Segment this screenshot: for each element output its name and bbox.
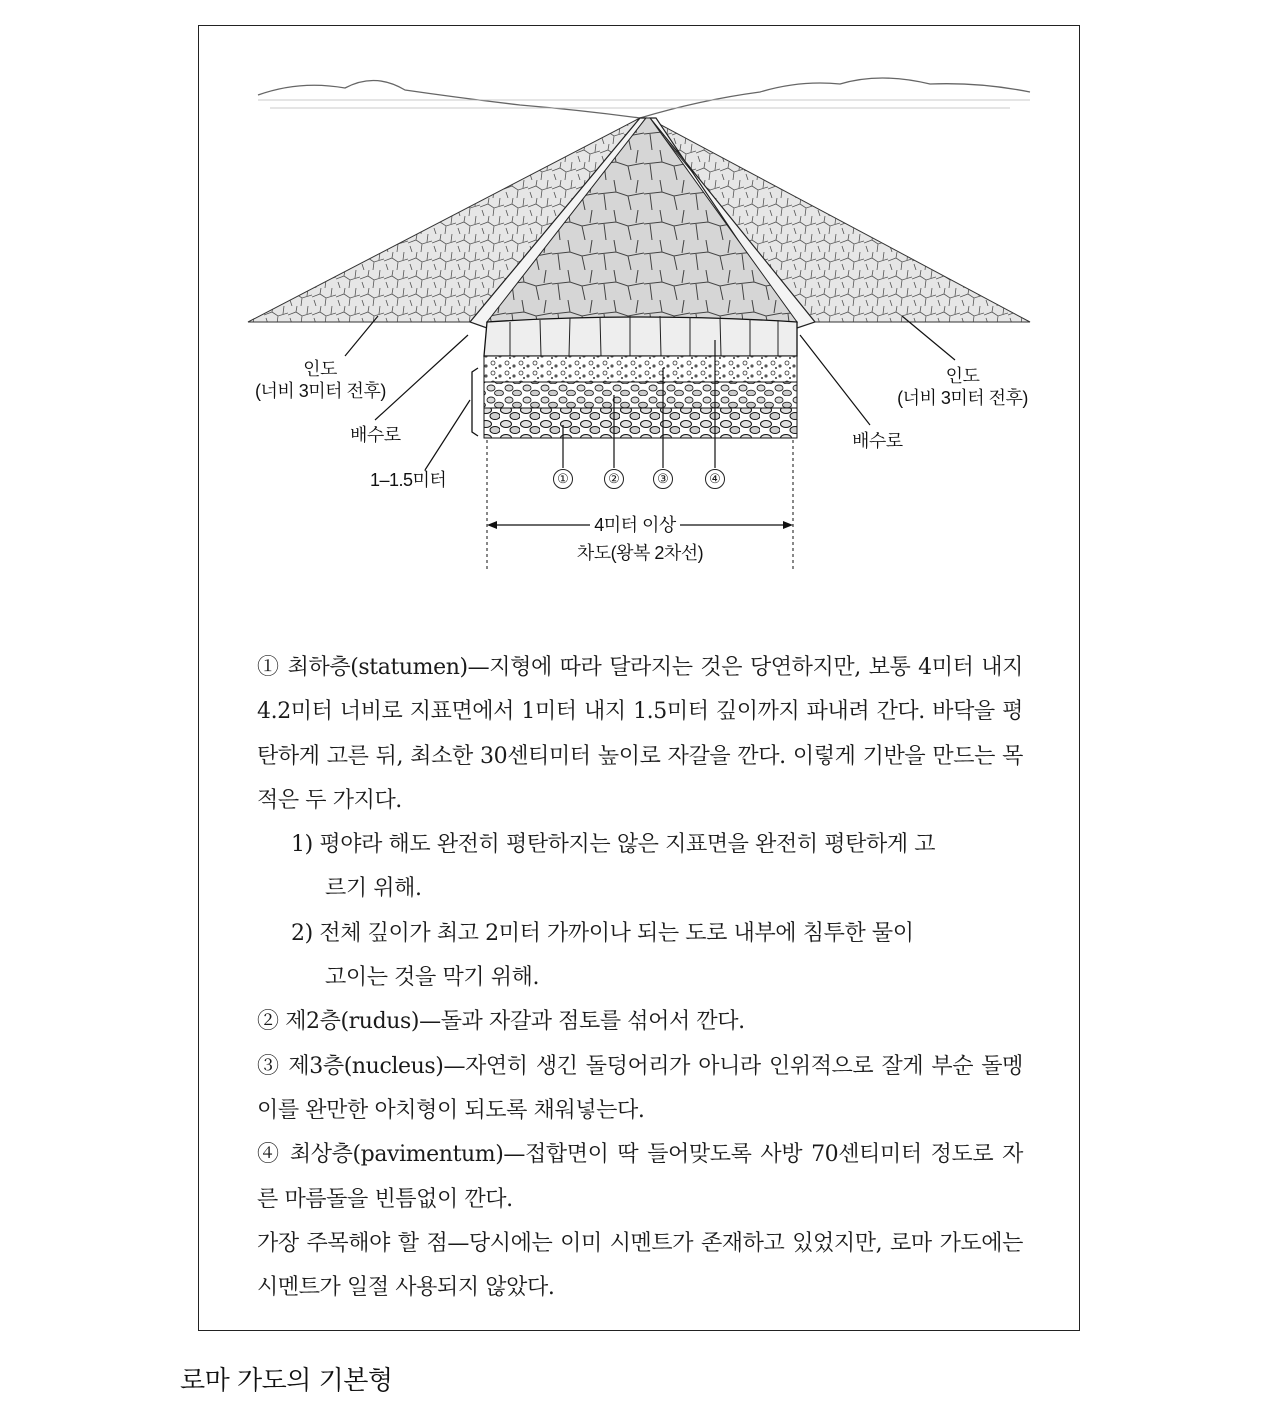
layer-number-2: ② <box>604 469 624 489</box>
paragraph-cement-note: 가장 주목해야 할 점—당시에는 이미 시멘트가 존재하고 있었지만, 로마 가도에는 시멘트가 일절 사용되지 않았다. <box>257 1230 1023 1301</box>
layer-1-statumen <box>484 408 797 438</box>
purpose-item-1-line1: 1) 평야라 해도 완전히 평탄하지는 않은 지표면을 완전히 평탄하게 고 <box>291 832 936 858</box>
purpose-item-2 <box>257 912 1023 1001</box>
paragraph-pavimentum: ④ 최상층(pavimentum)—접합면이 딱 들어맞도록 사방 70센티미터 정도로 자른 마름돌을 빈틈없이 깐다. <box>257 1142 1023 1212</box>
purpose-item-2-line2: 고이는 것을 막기 위해. <box>325 965 540 991</box>
left-drain-label: 배수로 <box>350 425 401 445</box>
left-sidewalk-name: 인도 <box>303 359 337 379</box>
roadway-width-label: 4미터 이상 <box>594 515 676 535</box>
cross-section <box>484 316 797 438</box>
layer-3-nucleus <box>484 356 797 382</box>
layer-2-rudus <box>484 382 797 408</box>
right-sidewalk-width: (너비 3미터 전후) <box>897 388 1028 408</box>
right-drain-label: 배수로 <box>852 431 903 451</box>
depth-bracket <box>472 368 478 436</box>
explanation-text <box>257 646 1023 1310</box>
paragraph-statumen: ① 최하층(statumen)—지형에 따라 달라지는 것은 당연하지만, 보통 4미터 내지 4.2미터 너비로 지표면에서 1미터 내지 1.5미터 깊이까지 파내려 간다. 바닥을 평탄하게 고른 뒤, 최소한 30센티미터 높이로 자갈을 깐다. 이렇게 기반을 만드는 목적은 두 가지다. <box>257 655 1023 813</box>
right-sidewalk-label <box>895 365 1030 409</box>
horizon-mountains <box>258 78 1030 118</box>
layer-number-4: ④ <box>705 469 725 489</box>
layer-number-1: ① <box>553 469 573 489</box>
right-sidewalk-name: 인도 <box>945 366 980 386</box>
figure-caption: 로마 가도의 기본형 <box>180 1366 393 1396</box>
purpose-item-1 <box>257 823 1023 912</box>
depth-label: 1–1.5미터 <box>370 470 447 490</box>
roadway-name-label: 차도(왕복 2차선) <box>576 543 704 563</box>
roman-road-illustration <box>0 0 1280 600</box>
paragraph-rudus: ② 제2층(rudus)—돌과 자갈과 점토를 섞어서 깐다. <box>257 1009 745 1035</box>
left-sidewalk-label <box>255 358 385 402</box>
left-sidewalk-width: (너비 3미터 전후) <box>255 381 386 401</box>
layer-number-3: ③ <box>653 469 673 489</box>
paragraph-nucleus: ③ 제3층(nucleus)—자연히 생긴 돌덩어리가 아니라 인위적으로 잘게 부순 돌멩이를 완만한 아치형이 되도록 채워넣는다. <box>257 1053 1023 1123</box>
purpose-item-1-line2: 르기 위해. <box>325 876 422 902</box>
purpose-item-2-line1: 2) 전체 깊이가 최고 2미터 가까이나 되는 도로 내부에 침투한 물이 <box>291 920 914 946</box>
